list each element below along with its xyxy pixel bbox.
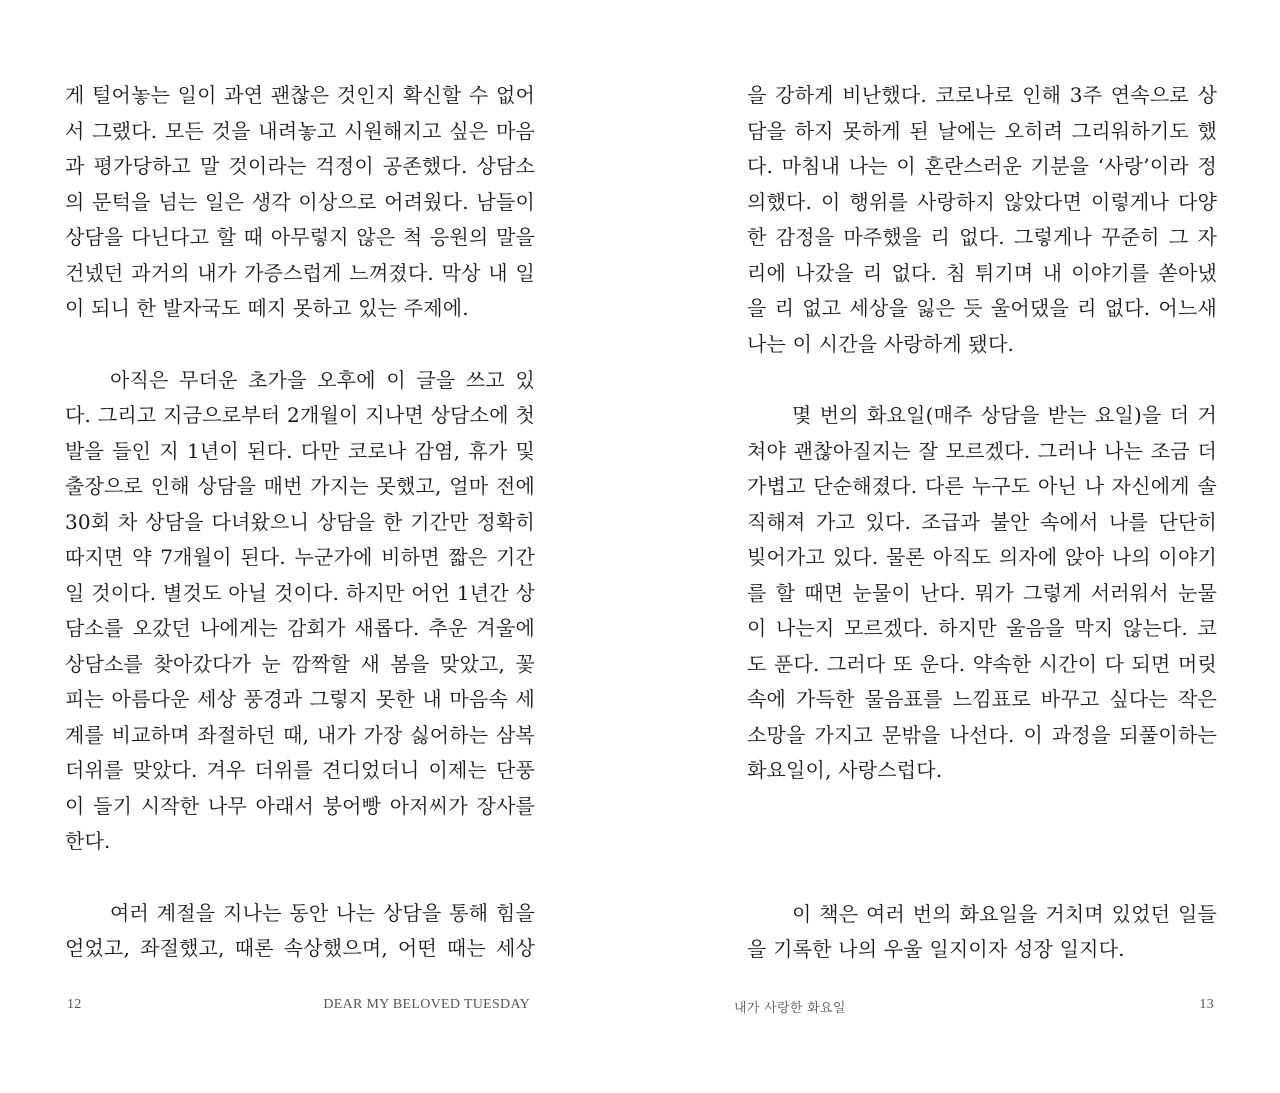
paragraph-gap (65, 327, 535, 363)
text-line: 서 그랬다. 모든 것을 내려놓고 시원해지고 싶은 마음 (65, 118, 535, 143)
text-line: 30회 차 상담을 다녀왔으니 상담을 한 기간만 정확히 (65, 509, 535, 534)
text-line: 여러 계절을 지나는 동안 나는 상담을 통해 힘을 (110, 900, 535, 925)
left-page-body (65, 78, 535, 967)
paragraph-gap (747, 861, 1217, 897)
text-line: 소망을 가지고 문밖을 나선다. 이 과정을 되풀이하는 (747, 722, 1217, 747)
text-line: 상담소를 찾아갔다가 눈 깜짝할 새 봄을 맞았고, 꽃 (65, 651, 535, 676)
running-title: DEAR MY BELOVED TUESDAY (323, 997, 530, 1012)
text-line: 을 리 없고 세상을 잃은 듯 울어댔을 리 없다. 어느새 (747, 296, 1217, 320)
text-line: 상담을 다닌다고 할 때 아무렇지 않은 척 응원의 말을 (65, 225, 535, 249)
right-page-body (747, 78, 1217, 968)
text-line: 을 기록한 나의 우울 일지이자 성장 일지다. (747, 937, 1125, 961)
text-line: 속에 가득한 물음표를 느낌표로 바꾸고 싶다는 작은 (747, 687, 1217, 711)
text-line: 담소를 오갔던 나에게는 감회가 새롭다. 추운 겨울에 (65, 616, 535, 640)
paragraph-gap (747, 362, 1217, 398)
text-line: 한다. (65, 829, 111, 853)
text-line: 한 감정을 마주했을 리 없다. 그렇게나 꾸준히 그 자 (747, 225, 1217, 249)
text-line: 화요일이, 사랑스럽다. (747, 758, 943, 782)
text-line: 도 푼다. 그러다 또 운다. 약속한 시간이 다 되면 머릿 (747, 651, 1217, 676)
text-line: 나는 이 시간을 사랑하게 됐다. (747, 331, 1015, 356)
text-line: 계를 비교하며 좌절하던 때, 내가 가장 싫어하는 삼복 (65, 722, 535, 747)
page-number: 12 (67, 997, 82, 1012)
text-line: 게 털어놓는 일이 과연 괜찮은 것인지 확신할 수 없어 (65, 83, 535, 107)
text-line: 따지면 약 7개월이 된다. 누군가에 비하면 짧은 기간 (65, 545, 535, 569)
text-line: 빚어가고 있다. 물론 아직도 의자에 앉아 나의 이야기 (747, 545, 1217, 569)
text-line: 쳐야 괜찮아질지는 잘 모르겠다. 그러나 나는 조금 더 (747, 438, 1217, 463)
text-line: 의했다. 이 행위를 사랑하지 않았다면 이렇게나 다양 (747, 189, 1217, 214)
text-line: 다. 마침내 나는 이 혼란스러운 기분을 ‘사랑’이라 정 (747, 154, 1217, 178)
text-line: 다. 그리고 지금으로부터 2개월이 지나면 상담소에 첫 (65, 403, 535, 427)
text-line: 건넸던 과거의 내가 가증스럽게 느껴졌다. 막상 내 일 (65, 260, 535, 285)
text-line: 얻었고, 좌절했고, 때론 속상했으며, 어떤 때는 세상 (65, 936, 535, 960)
right-page (640, 0, 1280, 1093)
text-line: 이 나는지 모르겠다. 하지만 울음을 막지 않는다. 코 (747, 616, 1217, 640)
paragraph-gap (747, 789, 1217, 861)
text-line: 이 되니 한 발자국도 떼지 못하고 있는 주제에. (65, 296, 469, 320)
text-line: 출장으로 인해 상담을 매번 가지는 못했고, 얼마 전에 (65, 474, 535, 498)
text-line: 리에 나갔을 리 없다. 침 튀기며 내 이야기를 쏟아냈 (747, 260, 1217, 285)
text-line: 몇 번의 화요일(매주 상담을 받는 요일)을 더 거 (792, 403, 1217, 427)
text-line: 의 문턱을 넘는 일은 생각 이상으로 어려웠다. 남들이 (65, 189, 535, 214)
text-line: 가볍고 단순해졌다. 다른 누구도 아닌 나 자신에게 솔 (747, 474, 1217, 498)
text-line: 를 할 때면 눈물이 난다. 뭐가 그렇게 서러워서 눈물 (747, 580, 1217, 605)
text-line: 담을 하지 못하게 된 날에는 오히려 그리워하기도 했 (747, 118, 1217, 143)
text-line: 과 평가당하고 말 것이라는 걱정이 공존했다. 상담소 (65, 154, 535, 178)
text-line: 이 들기 시작한 나무 아래서 붕어빵 아저씨가 장사를 (65, 793, 535, 818)
text-line: 직해져 가고 있다. 조급과 불안 속에서 나를 단단히 (747, 509, 1217, 534)
text-line: 발을 들인 지 1년이 된다. 다만 코로나 감염, 휴가 및 (65, 438, 535, 463)
text-line: 아직은 무더운 초가을 오후에 이 글을 쓰고 있 (110, 367, 535, 392)
text-line: 더위를 맞았다. 겨우 더위를 견디었더니 이제는 단풍 (65, 758, 535, 782)
text-line: 을 강하게 비난했다. 코로나로 인해 3주 연속으로 상 (747, 83, 1217, 107)
paragraph-gap (65, 860, 535, 896)
page-number: 13 (1199, 997, 1214, 1012)
text-line: 피는 아름다운 세상 풍경과 그렇지 못한 내 마음속 세 (65, 687, 535, 711)
running-title: 내가 사랑한 화요일 (734, 1001, 846, 1016)
text-line: 일 것이다. 별것도 아닐 것이다. 하지만 어언 1년간 상 (65, 580, 535, 605)
text-line: 이 책은 여러 번의 화요일을 거치며 있었던 일들 (792, 901, 1217, 926)
